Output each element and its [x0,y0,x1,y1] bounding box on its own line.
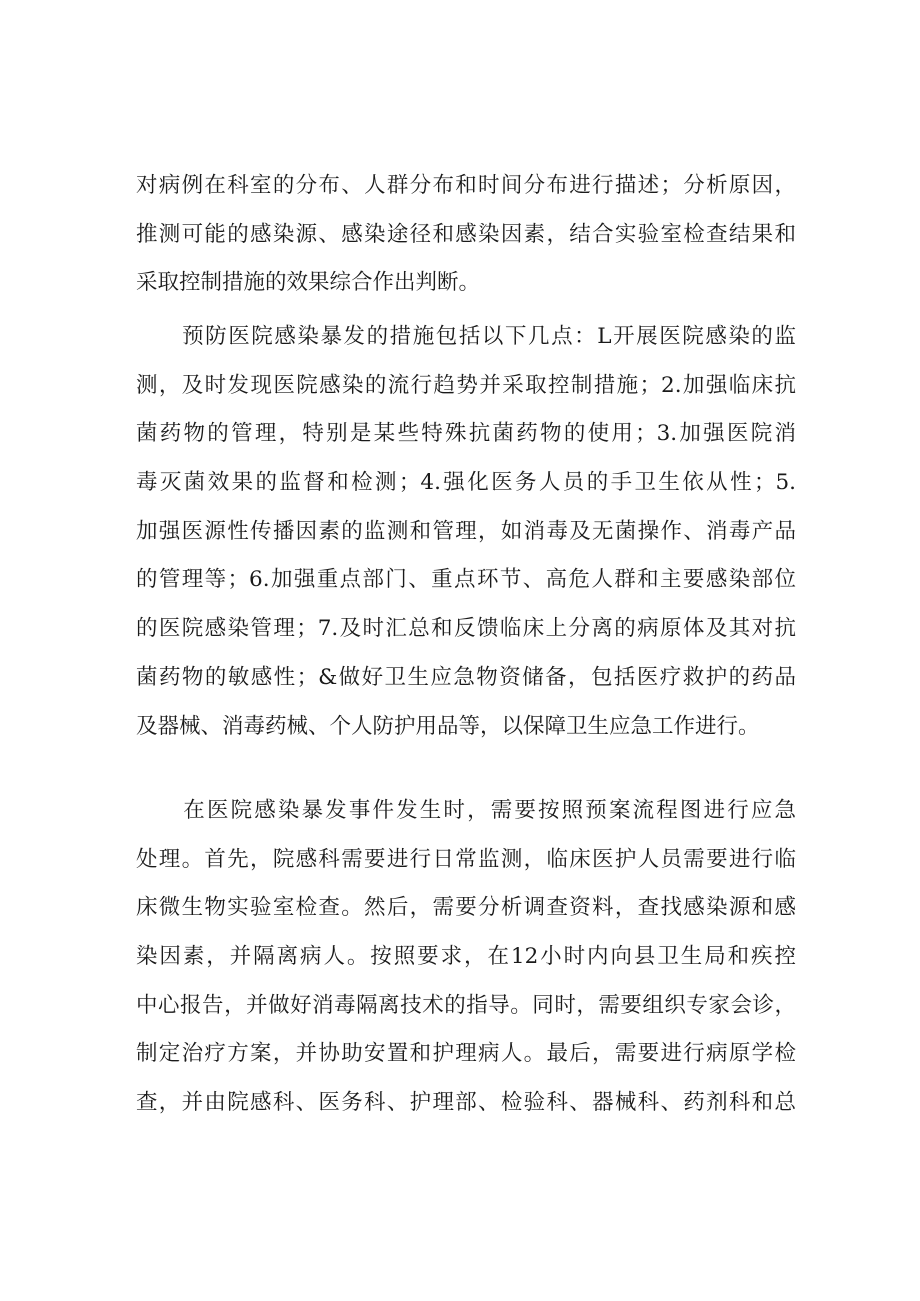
paragraph-prevention-measures [136,313,796,751]
text-line: 查，并由院感科、医务科、护理部、检验科、器械科、药剂科和总 [136,1090,796,1116]
paragraph-outbreak-analysis [136,162,796,308]
text-line: 测，及时发现医院感染的流行趋势并采取控制措施；2.加强临床抗 [136,372,796,398]
text-line: 的医院感染管理；7.及时汇总和反馈临床上分离的病原体及其对抗 [136,616,796,642]
text-line: 在医院感染暴发事件发生时，需要按照预案流程图进行应急 [136,798,796,823]
text-line: 及器械、消毒药械、个人防护用品等，以保障卫生应急工作进行。 [136,713,760,739]
text-line: 采取控制措施的效果综合作出判断。 [136,270,481,296]
text-line: 对病例在科室的分布、人群分布和时间分布进行描述；分析原因， [136,173,796,198]
text-line: 加强医源性传播因素的监测和管理，如消毒及无菌操作、消毒产品 [136,518,796,544]
text-line: 处理。首先，院感科需要进行日常监测，临床医护人员需要进行临 [136,846,796,872]
text-line: 染因素，并隔离病人。按照要求，在12小时内向县卫生局和疾控 [136,944,796,970]
text-line: 预防医院感染暴发的措施包括以下几点：L开展医院感染的监 [136,324,796,349]
text-line: 菌药物的敏感性；&做好卫生应急物资储备，包括医疗救护的药品 [136,664,796,690]
text-line: 中心报告，并做好消毒隔离技术的指导。同时，需要组织专家会诊， [136,992,796,1018]
text-line: 床微生物实验室检查。然后，需要分析调查资料，查找感染源和感 [136,895,796,921]
paragraph-emergency-response [136,787,796,1128]
text-line: 菌药物的管理，特别是某些特殊抗菌药物的使用；3.加强医院消 [136,421,796,447]
text-line: 毒灭菌效果的监督和检测；4.强化医务人员的手卫生依从性；5. [136,470,796,496]
text-line: 推测可能的感染源、感染途径和感染因素，结合实验室检查结果和 [136,221,796,247]
text-line: 的管理等；6.加强重点部门、重点环节、高危人群和主要感染部位 [136,567,796,593]
text-line: 制定治疗方案，并协助安置和护理病人。最后，需要进行病原学检 [136,1041,796,1067]
